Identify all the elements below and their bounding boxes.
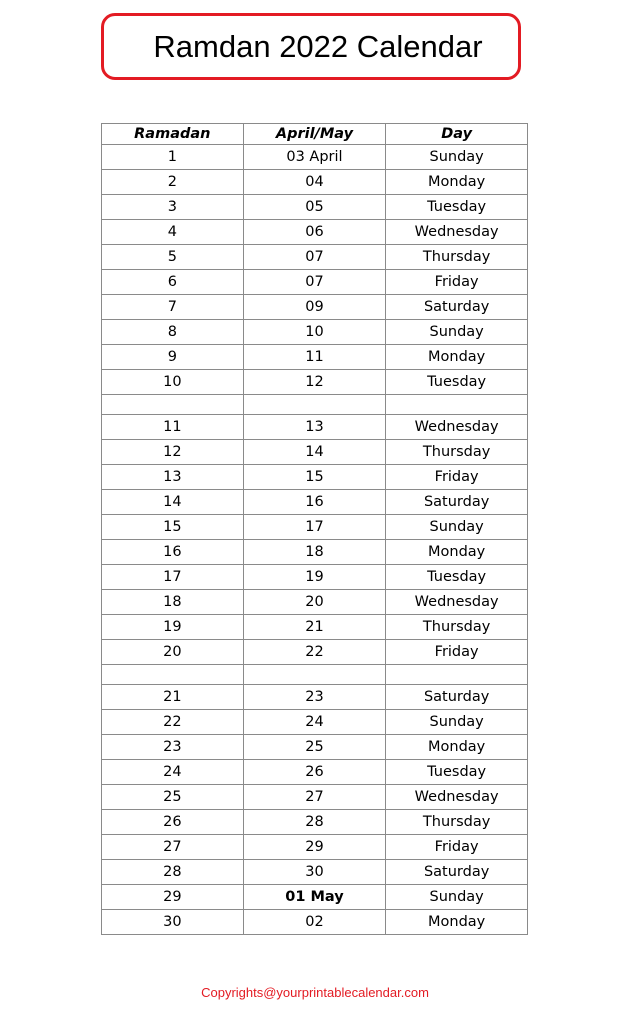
table-row — [102, 370, 528, 395]
ramadan-day-cell: 30 — [102, 910, 244, 935]
weekday-cell: Friday — [386, 835, 528, 860]
weekday-cell: Friday — [386, 465, 528, 490]
ramadan-day-cell: 22 — [102, 710, 244, 735]
weekday-cell: Monday — [386, 540, 528, 565]
weekday-cell: Tuesday — [386, 195, 528, 220]
header-day: Day — [386, 124, 528, 145]
date-cell: 06 — [243, 220, 386, 245]
table-row — [102, 910, 528, 935]
separator-cell — [243, 665, 386, 685]
separator-cell — [386, 395, 528, 415]
date-cell: 26 — [243, 760, 386, 785]
ramadan-day-cell: 2 — [102, 170, 244, 195]
date-cell: 28 — [243, 810, 386, 835]
date-cell: 02 — [243, 910, 386, 935]
group-separator — [102, 665, 528, 685]
table-row — [102, 245, 528, 270]
ramadan-day-cell: 23 — [102, 735, 244, 760]
weekday-cell: Monday — [386, 345, 528, 370]
date-cell: 07 — [243, 270, 386, 295]
weekday-cell: Tuesday — [386, 370, 528, 395]
table-row — [102, 810, 528, 835]
ramadan-day-cell: 27 — [102, 835, 244, 860]
weekday-cell: Sunday — [386, 145, 528, 170]
weekday-cell: Wednesday — [386, 590, 528, 615]
ramadan-day-cell: 6 — [102, 270, 244, 295]
date-cell: 15 — [243, 465, 386, 490]
ramadan-day-cell: 9 — [102, 345, 244, 370]
weekday-cell: Tuesday — [386, 760, 528, 785]
ramadan-day-cell: 3 — [102, 195, 244, 220]
date-cell: 17 — [243, 515, 386, 540]
page-title: Ramdan 2022 Calendar — [153, 28, 483, 64]
table-row — [102, 615, 528, 640]
weekday-cell: Tuesday — [386, 565, 528, 590]
date-cell: 22 — [243, 640, 386, 665]
table-row — [102, 145, 528, 170]
table-row — [102, 885, 528, 910]
date-cell: 20 — [243, 590, 386, 615]
weekday-cell: Thursday — [386, 245, 528, 270]
date-cell: 23 — [243, 685, 386, 710]
weekday-cell: Saturday — [386, 685, 528, 710]
date-cell: 24 — [243, 710, 386, 735]
ramadan-day-cell: 7 — [102, 295, 244, 320]
weekday-cell: Thursday — [386, 615, 528, 640]
date-cell: 16 — [243, 490, 386, 515]
table-row — [102, 440, 528, 465]
ramadan-day-cell: 19 — [102, 615, 244, 640]
date-cell: 12 — [243, 370, 386, 395]
date-cell: 01 May — [243, 885, 386, 910]
date-cell: 29 — [243, 835, 386, 860]
weekday-cell: Saturday — [386, 490, 528, 515]
date-cell: 05 — [243, 195, 386, 220]
table-row — [102, 490, 528, 515]
weekday-cell: Wednesday — [386, 220, 528, 245]
table-header-row — [102, 124, 528, 145]
separator-cell — [102, 395, 244, 415]
weekday-cell: Monday — [386, 735, 528, 760]
date-cell: 18 — [243, 540, 386, 565]
weekday-cell: Thursday — [386, 440, 528, 465]
date-cell: 19 — [243, 565, 386, 590]
ramadan-day-cell: 10 — [102, 370, 244, 395]
date-cell: 04 — [243, 170, 386, 195]
header-ramadan: Ramadan — [102, 124, 244, 145]
ramadan-day-cell: 15 — [102, 515, 244, 540]
weekday-cell: Sunday — [386, 320, 528, 345]
table-row — [102, 760, 528, 785]
weekday-cell: Friday — [386, 270, 528, 295]
date-cell: 11 — [243, 345, 386, 370]
ramadan-day-cell: 14 — [102, 490, 244, 515]
ramadan-day-cell: 26 — [102, 810, 244, 835]
table-row — [102, 320, 528, 345]
table-row — [102, 465, 528, 490]
weekday-cell: Sunday — [386, 885, 528, 910]
table-row — [102, 540, 528, 565]
weekday-cell: Sunday — [386, 710, 528, 735]
ramadan-day-cell: 20 — [102, 640, 244, 665]
table-row — [102, 345, 528, 370]
table-row — [102, 710, 528, 735]
table-row — [102, 565, 528, 590]
date-cell: 21 — [243, 615, 386, 640]
date-cell: 13 — [243, 415, 386, 440]
header-april-may: April/May — [243, 124, 386, 145]
ramadan-day-cell: 11 — [102, 415, 244, 440]
separator-cell — [102, 665, 244, 685]
table-row — [102, 685, 528, 710]
weekday-cell: Monday — [386, 910, 528, 935]
ramadan-day-cell: 1 — [102, 145, 244, 170]
table-row — [102, 515, 528, 540]
date-cell: 27 — [243, 785, 386, 810]
ramadan-day-cell: 17 — [102, 565, 244, 590]
group-separator — [102, 395, 528, 415]
table-row — [102, 735, 528, 760]
weekday-cell: Thursday — [386, 810, 528, 835]
table-row — [102, 195, 528, 220]
weekday-cell: Saturday — [386, 295, 528, 320]
table-row — [102, 415, 528, 440]
ramadan-day-cell: 28 — [102, 860, 244, 885]
table-row — [102, 640, 528, 665]
table-row — [102, 220, 528, 245]
table-body — [102, 145, 528, 935]
weekday-cell: Saturday — [386, 860, 528, 885]
ramadan-day-cell: 29 — [102, 885, 244, 910]
date-cell: 09 — [243, 295, 386, 320]
ramadan-day-cell: 24 — [102, 760, 244, 785]
ramadan-day-cell: 21 — [102, 685, 244, 710]
ramadan-day-cell: 4 — [102, 220, 244, 245]
weekday-cell: Wednesday — [386, 785, 528, 810]
ramadan-day-cell: 13 — [102, 465, 244, 490]
date-cell: 10 — [243, 320, 386, 345]
weekday-cell: Monday — [386, 170, 528, 195]
table-row — [102, 590, 528, 615]
separator-cell — [243, 395, 386, 415]
table-row — [102, 835, 528, 860]
title-box — [101, 13, 521, 80]
date-cell: 14 — [243, 440, 386, 465]
separator-cell — [386, 665, 528, 685]
ramadan-day-cell: 18 — [102, 590, 244, 615]
weekday-cell: Friday — [386, 640, 528, 665]
ramadan-day-cell: 8 — [102, 320, 244, 345]
table-row — [102, 170, 528, 195]
table-row — [102, 295, 528, 320]
ramadan-day-cell: 16 — [102, 540, 244, 565]
table-row — [102, 785, 528, 810]
ramadan-day-cell: 12 — [102, 440, 244, 465]
copyright-footer: Copyrights@yourprintablecalendar.com — [201, 985, 429, 1000]
date-cell: 03 April — [243, 145, 386, 170]
date-cell: 07 — [243, 245, 386, 270]
ramadan-day-cell: 5 — [102, 245, 244, 270]
date-cell: 30 — [243, 860, 386, 885]
date-cell: 25 — [243, 735, 386, 760]
table-row — [102, 270, 528, 295]
ramadan-day-cell: 25 — [102, 785, 244, 810]
weekday-cell: Wednesday — [386, 415, 528, 440]
weekday-cell: Sunday — [386, 515, 528, 540]
table-row — [102, 860, 528, 885]
ramadan-calendar-table — [101, 123, 528, 935]
